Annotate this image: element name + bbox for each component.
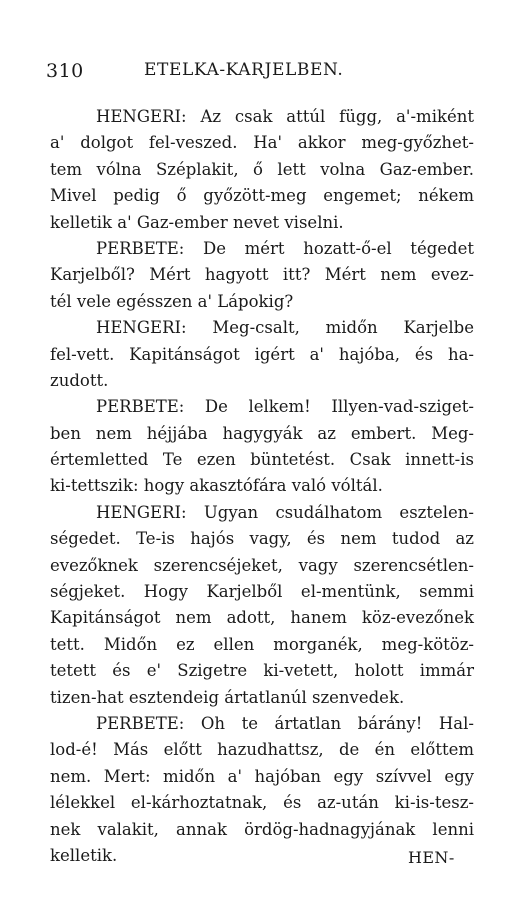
text-line: a' dolgot fel-veszed. Ha' akkor meg-győzhet- [50, 133, 474, 153]
page-number: 310 [46, 60, 84, 82]
text-line: ségjeket. Hogy Karjelből el-mentünk, semmi [50, 582, 474, 602]
running-head [46, 60, 476, 86]
text-line: kelletik a' Gaz-ember nevet viselni. [50, 212, 344, 232]
text-line: zudott. [50, 370, 109, 390]
catchword: HEN- [408, 848, 455, 867]
text-line: tem vólna Széplakit, ő lett volna Gaz-ember. [50, 159, 474, 179]
text-line: lélekkel el-kárhoztatnak, és az-után ki-is-tesz- [50, 793, 474, 813]
text-line: nem. Mert: midőn a' hajóban egy szívvel egy [50, 766, 474, 786]
text-line: Mivel pedig ő győzött-meg engemet; nékem [50, 186, 474, 206]
text-line: HENGERI: Ugyan csudálhatom esztelen- [96, 502, 474, 522]
text-line: PERBETE: Oh te ártatlan bárány! Hal- [96, 713, 474, 733]
text-line: tett. Midőn ez ellen morganék, meg-kötöz- [50, 634, 474, 654]
text-line: értemletted Te ezen büntetést. Csak innett-is [50, 450, 474, 470]
text-line: tél vele egésszen a' Lápokig? [50, 291, 294, 311]
text-line: evezőknek szerencséjeket, vagy szerencsétlen- [50, 555, 474, 575]
text-line: PERBETE: De mért hozatt-ő-el tégedet [96, 238, 474, 258]
running-title: ETELKA-KARJELBEN. [144, 60, 344, 80]
text-line: tetett és e' Szigetre ki-vetett, holott immár [50, 661, 474, 681]
text-line: ségedet. Te-is hajós vagy, és nem tudod az [50, 529, 474, 549]
dialogue-text [50, 104, 474, 869]
text-line: HENGERI: Meg-csalt, midőn Karjelbe [96, 318, 474, 338]
text-line: tizen-hat esztendeig ártatlanúl szenvedek. [50, 687, 405, 707]
text-line: Karjelből? Mért hagyott itt? Mért nem evez- [50, 265, 474, 285]
text-line: fel-vett. Kapitánságot igért a' hajóba, és ha- [50, 344, 474, 364]
text-line: ben nem héjjába hagygyák az embert. Meg- [50, 423, 474, 443]
text-line: Kapitánságot nem adott, hanem köz-evezőnek [50, 608, 474, 628]
text-line: kelletik. [50, 845, 118, 865]
text-line: PERBETE: De lelkem! Illyen-vad-sziget- [96, 397, 474, 417]
text-line: lod-é! Más előtt hazudhattsz, de én előttem [50, 740, 474, 760]
text-line: HENGERI: Az csak attúl függ, a'-miként [96, 107, 474, 126]
text-line: ki-tettszik: hogy akasztófára való vóltál. [50, 476, 383, 496]
text-line: nek valakit, annak ördög-hadnagyjának lenni [50, 819, 474, 839]
